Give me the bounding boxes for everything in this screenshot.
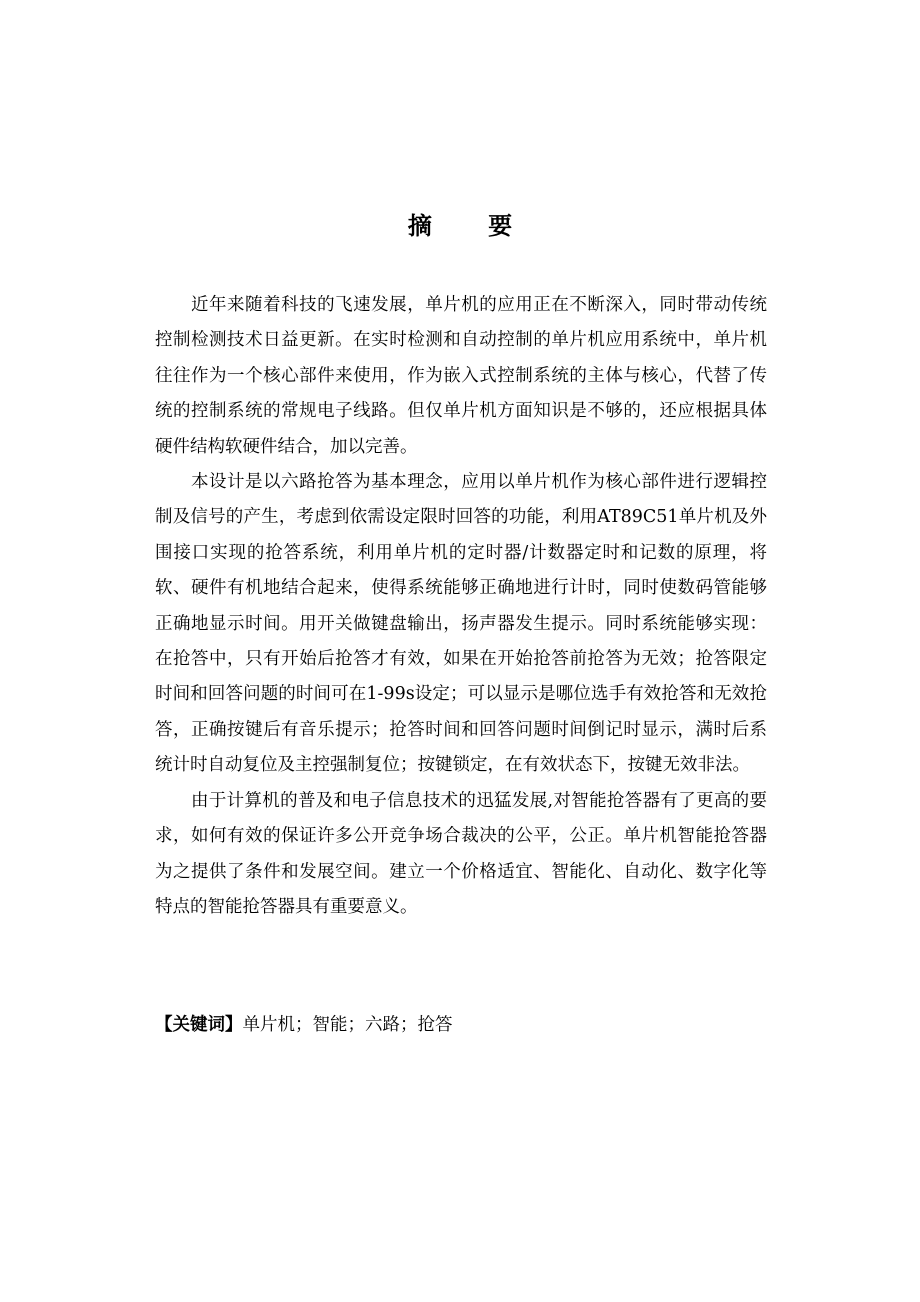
abstract-paragraph-2: 本设计是以六路抢答为基本理念，应用以单片机作为核心部件进行逻辑控制及信号的产生，考虑到依需设定限时回答的功能，利用AT89C51单片机及外围接口实现的抢答系统，利用单片机的定时器/计数器定时和记数的原理，将软、硬件有机地结合起来，使得系统能够正确地进行计时，同时使数码管能够正确地显示时间。用开关做键盘输出，扬声器发生提示。同时系统能够实现：在抢答中，只有开始后抢答才有效，如果在开始抢答前抢答为无效；抢答限定时间和回答问题的时间可在1-99s设定；可以显示是哪位选手有效抢答和无效抢答，正确按键后有音乐提示；抢答时间和回答问题时间倒记时显示，满时后系统计时自动复位及主控强制复位；按键锁定，在有效状态下，按键无效非法。 — [155, 472, 767, 776]
abstract-paragraph-3: 由于计算机的普及和电子信息技术的迅猛发展,对智能抢答器有了更高的要求，如何有效的保证许多公开竞争场合裁决的公平，公正。单片机智能抢答器为之提供了条件和发展空间。建立一个价格适宜、智能化、自动化、数字化等特点的智能抢答器具有重要意义。 — [155, 790, 767, 917]
keywords-text: 单片机；智能；六路；抢答 — [242, 1015, 453, 1035]
abstract-body — [155, 288, 767, 925]
abstract-title: 摘 要 — [407, 212, 537, 240]
keywords-label: 【关键词】 — [155, 1015, 243, 1035]
keywords-line — [155, 1009, 767, 1041]
abstract-paragraph-1: 近年来随着科技的飞速发展，单片机的应用正在不断深入，同时带动传统控制检测技术日益更新。在实时检测和自动控制的单片机应用系统中，单片机往往作为一个核心部件来使用，作为嵌入式控制系统的主体与核心，代替了传统的控制系统的常规电子线路。但仅单片机方面知识是不够的，还应根据具体硬件结构软硬件结合，加以完善。 — [155, 295, 767, 457]
